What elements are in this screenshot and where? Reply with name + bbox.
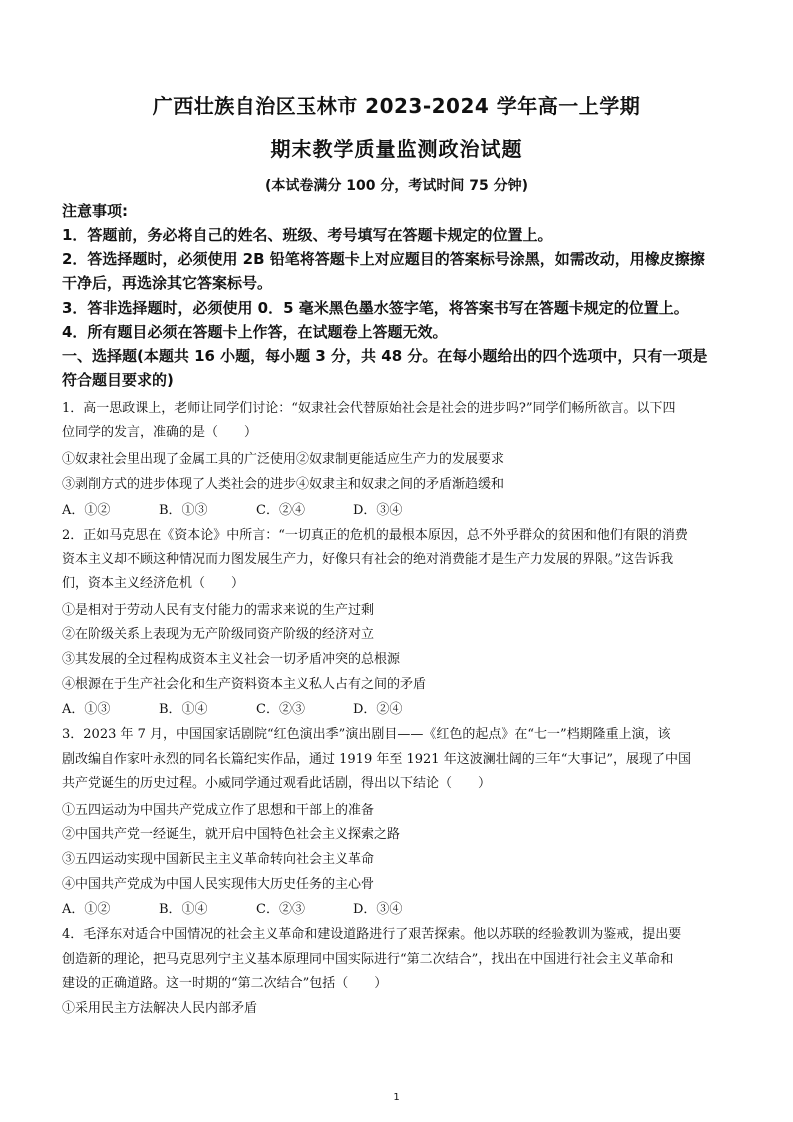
question-3-statement: ③五四运动实现中国新民主主义革命转向社会主义革命 [62, 852, 375, 867]
option-c: C．②③ [256, 702, 305, 717]
notice-item: 4．所有题目必须在答题卡上作答，在试题卷上答题无效。 [62, 323, 448, 341]
option-c: C．②④ [256, 503, 305, 518]
option-b: B．①④ [159, 902, 208, 917]
question-2-statement: ③其发展的全过程构成资本主义社会一切矛盾冲突的总根源 [62, 652, 401, 667]
question-4-stem: 4．毛泽东对适合中国情况的社会主义革命和建设道路进行了艰苦探索。他以苏联的经验教训为鉴戒，提出要 [62, 927, 682, 942]
option-a: A．①② [62, 503, 111, 518]
notice-item: 2．答选择题时，必须使用 2B 铅笔将答题卡上对应题目的答案标号涂黑，如需改动，用橡皮擦擦 [62, 250, 705, 268]
option-a: A．①③ [62, 702, 111, 717]
notice-item: 1．答题前，务必将自己的姓名、班级、考号填写在答题卡规定的位置上。 [62, 226, 553, 244]
question-3-stem: 3．2023 年 7 月，中国国家话剧院“红色演出季”演出剧目——《红色的起点》在“七一”档期隆重上演，该 [62, 727, 671, 742]
question-4-stem: 建设的正确道路。这一时期的“第二次结合”包括（ ） [62, 976, 388, 991]
notice-item: 干净后，再选涂其它答案标号。 [62, 274, 273, 292]
question-3-statement: ①五四运动为中国共产党成立作了思想和干部上的准备 [62, 803, 375, 818]
exam-title-line1: 广西壮族自治区玉林市 2023-2024 学年高一上学期 [152, 94, 641, 118]
option-d: D．③④ [353, 902, 403, 917]
question-4-stem: 创造新的理论，把马克思列宁主义基本原理同中国实际进行“第二次结合”，找出在中国进行社会主义革命和 [62, 952, 674, 967]
question-1-statement: ③剥削方式的进步体现了人类社会的进步④奴隶主和奴隶之间的矛盾渐趋缓和 [62, 477, 505, 492]
question-2-statement: ②在阶级关系上表现为无产阶级同资产阶级的经济对立 [62, 627, 375, 642]
option-a: A．①② [62, 902, 111, 917]
exam-subtitle: (本试卷满分 100 分，考试时间 75 分钟) [265, 178, 528, 194]
question-3-stem: 共产党诞生的历史过程。小威同学通过观看此话剧，得出以下结论（ ） [62, 776, 492, 791]
question-2-stem: 们，资本主义经济危机（ ） [62, 576, 245, 591]
page-number: 1 [393, 1092, 400, 1103]
question-2-options [62, 698, 742, 717]
section-heading: 一、选择题(本题共 16 小题，每小题 3 分，共 48 分。在每小题给出的四个选项中，只有一项是 [62, 347, 708, 365]
question-3-stem: 剧改编自作家叶永烈的同名长篇纪实作品，通过 1919 年至 1921 年这波澜壮阔的三年“大事记”，展现了中国 [62, 752, 691, 767]
option-c: C．②③ [256, 902, 305, 917]
option-b: B．①③ [159, 503, 208, 518]
question-2-statement: ④根源在于生产社会化和生产资料资本主义私人占有之间的矛盾 [62, 677, 427, 692]
option-d: D．③④ [353, 503, 403, 518]
question-1-options [62, 499, 742, 518]
exam-title-line2: 期末教学质量监测政治试题 [270, 137, 523, 161]
option-b: B．①④ [159, 702, 208, 717]
question-2-stem: 资本主义却不顾这种情况而力图发展生产力，好像只有社会的绝对消费能才是生产力发展的界限。”这告诉我 [62, 552, 674, 567]
question-2-statement: ①是相对于劳动人民有支付能力的需求来说的生产过剩 [62, 603, 375, 618]
notice-item: 3．答非选择题时，必须使用 0．5 毫米黑色墨水签字笔，将答案书写在答题卡规定的位置上。 [62, 299, 689, 317]
question-4-statement: ①采用民主方法解决人民内部矛盾 [62, 1001, 258, 1016]
question-3-options [62, 898, 742, 917]
question-2-stem: 2．正如马克思在《资本论》中所言：“一切真正的危机的最根本原因，总不外乎群众的贫困和他们有限的消费 [62, 528, 688, 543]
question-1-stem: 位同学的发言，准确的是（ ） [62, 425, 258, 440]
question-1-statement: ①奴隶社会里出现了金属工具的广泛使用②奴隶制更能适应生产力的发展要求 [62, 452, 505, 467]
notice-heading: 注意事项: [62, 202, 128, 220]
question-3-statement: ④中国共产党成为中国人民实现伟大历史任务的主心骨 [62, 877, 375, 892]
question-3-statement: ②中国共产党一经诞生，就开启中国特色社会主义探索之路 [62, 827, 401, 842]
section-heading-cont: 符合题目要求的) [62, 371, 174, 389]
question-1-stem: 1．高一思政课上，老师让同学们讨论：“奴隶社会代替原始社会是社会的进步吗?”同学们畅所欲言。以下四 [62, 401, 676, 416]
option-d: D．②④ [353, 702, 403, 717]
